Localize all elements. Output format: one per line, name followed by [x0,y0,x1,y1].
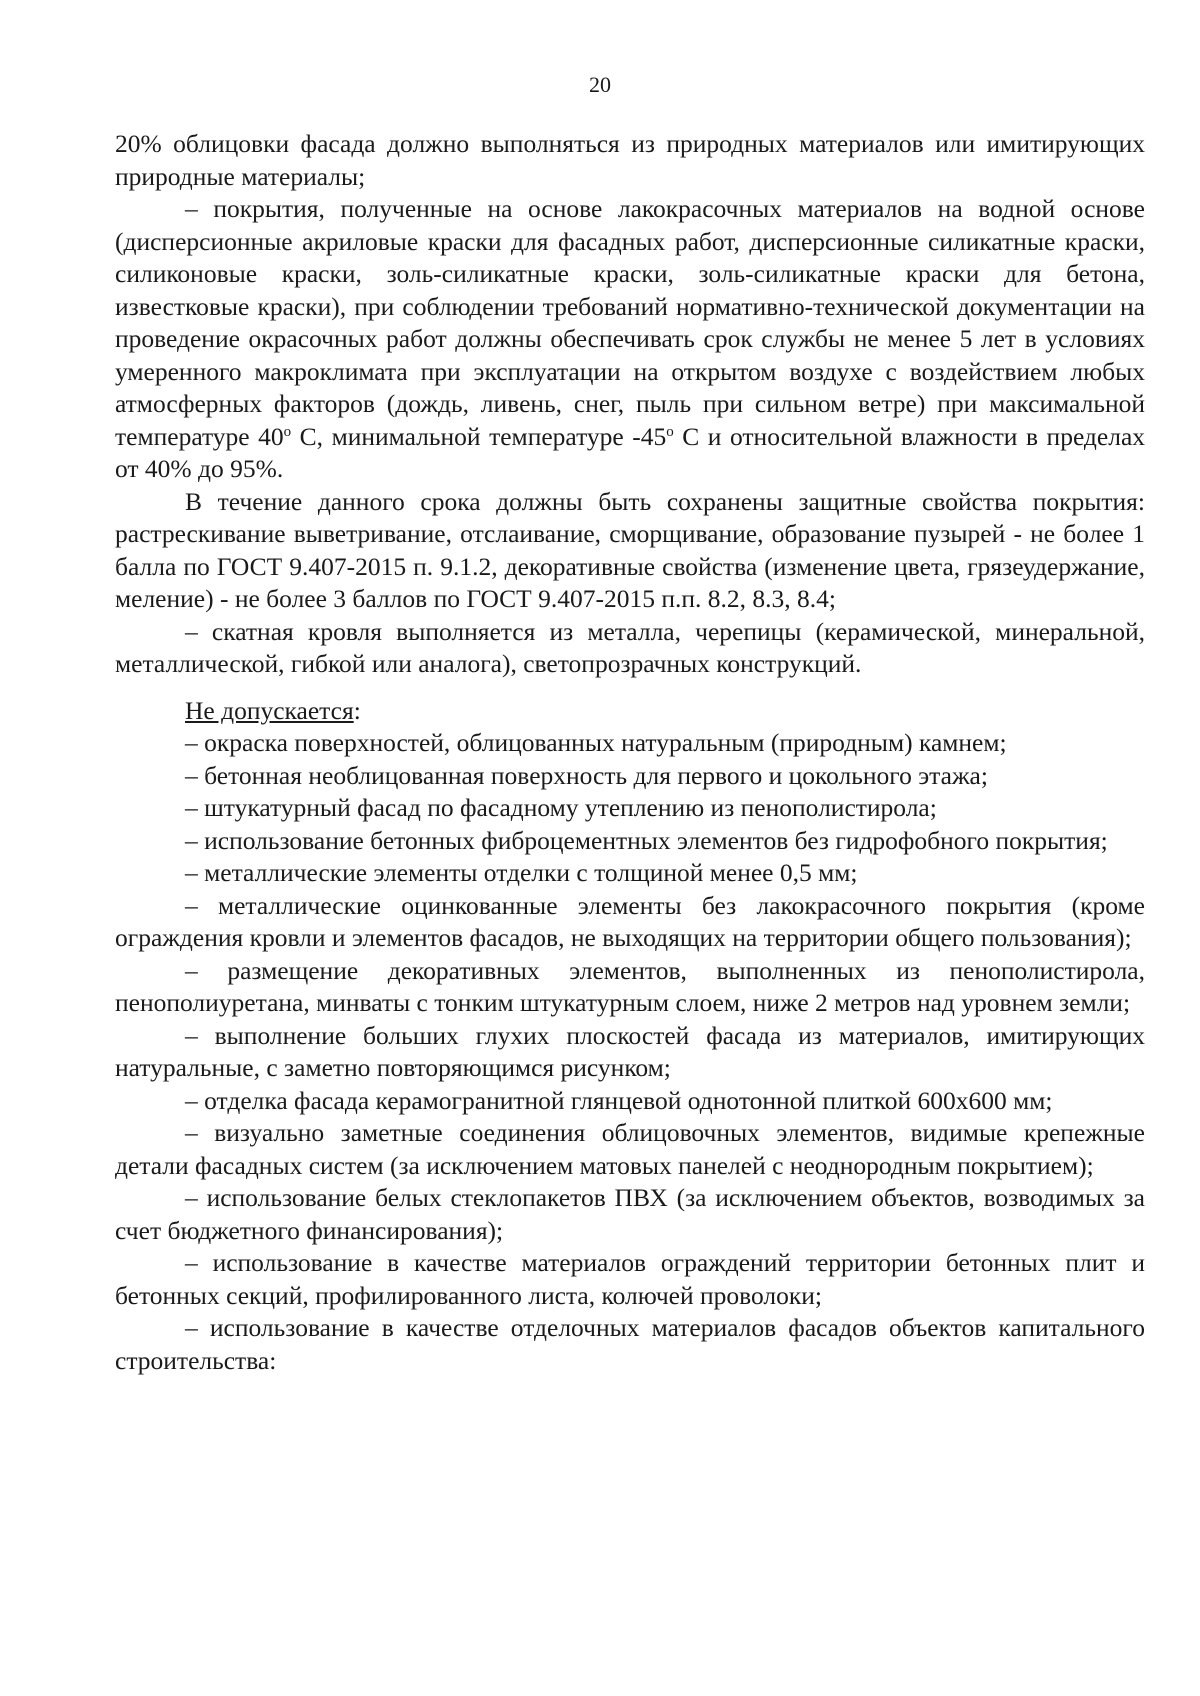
page-number: 20 [589,72,611,97]
heading-text: Не допускается [185,695,354,725]
paragraph-text: – покрытия, полученные на основе лакокрасочных материалов на водной основе (дисперсионные акриловые краски для фасадных работ, дисперсионные силикатные краски, силиконовые краски, золь-силикатные краски, золь-силикатные краски для бетона, известковые краски), при соблюдении требований нормативно-технической документации на проведение окрасочных работ должны обеспечивать срок службы не менее 5 лет в условиях умеренного макроклимата при эксплуатации на открытом воздухе с воздействием любых атмосферных факторов (дождь, ливень, снег, пыль при сильном ветре) при максимальной температуре 40 [115,194,1145,451]
list-item-pitched-roof: – скатная кровля выполняется из металла, черепицы (керамической, минеральной, металлической, гибкой или аналога), светопрозрачных конструкций. [115,616,1145,678]
paragraph-text: С, минимальной температуре -45 [291,421,667,451]
list-item: – использование в качестве отделочных материалов фасадов объектов капитального строительства: [115,1313,1145,1375]
document-body [115,128,1145,1377]
list-item: – визуально заметные соединения облицовочных элементов, видимые крепежные детали фасадных систем (за исключением матовых панелей с неоднородным покрытием); [115,1118,1145,1180]
list-item: – использование бетонных фиброцементных элементов без гидрофобного покрытия; [185,825,1108,855]
list-item-paint-coatings [115,193,1145,486]
list-item: – использование белых стеклопакетов ПВХ (за исключением объектов, возводимых за счет бюджетного финансирования); [115,1183,1145,1245]
list-item: – металлические оцинкованные элементы без лакокрасочного покрытия (кроме ограждения кровли и элементов фасадов, не выходящих на территории общего пользования); [115,890,1145,952]
list-item: – размещение декоративных элементов, выполненных из пенополистирола, пенополиуретана, минваты с тонким штукатурным слоем, ниже 2 метров над уровнем земли; [115,955,1145,1017]
list-item: – металлические элементы отделки с толщиной менее 0,5 мм; [185,858,858,887]
heading-suffix: : [353,695,361,725]
list-item: – отделка фасада керамогранитной глянцевой однотонной плиткой 600х600 мм; [185,1085,1053,1115]
degree-sign: o [283,423,292,440]
paragraph-text: С и относительной влажности в пределах от 40% до 95%. [115,421,1146,483]
list-item: – штукатурный фасад по фасадному утеплению из пенополистирола; [185,793,937,822]
paragraph-protective-properties: В течение данного срока должны быть сохранены защитные свойства покрытия: растрескивание выветривание, отслаивание, сморщивание, образование пузырей - не более 1 балла по ГОСТ 9.407-2015 п. 9.1.2, декоративные свойства (изменение цвета, грязеудержание, меление) - не более 3 баллов по ГОСТ 9.407-2015 п.п. 8.2, 8.3, 8.4; [115,486,1145,613]
paragraph-facing-continuation: 20% облицовки фасада должно выполняться из природных материалов или имитирующих природные материалы; [115,129,1145,191]
section-heading-not-allowed [115,695,1145,728]
list-item: – бетонная необлицованная поверхность для первого и цокольного этажа; [185,760,988,790]
list-item: – выполнение больших глухих плоскостей фасада из материалов, имитирующих натуральные, с заметно повторяющимся рисунком; [115,1020,1145,1082]
list-item: – окраска поверхностей, облицованных натуральным (природным) камнем; [185,728,1007,757]
list-item: – использование в качестве материалов ограждений территории бетонных плит и бетонных секций, профилированного листа, колючей проволоки; [115,1248,1145,1310]
degree-sign: o [666,423,674,440]
